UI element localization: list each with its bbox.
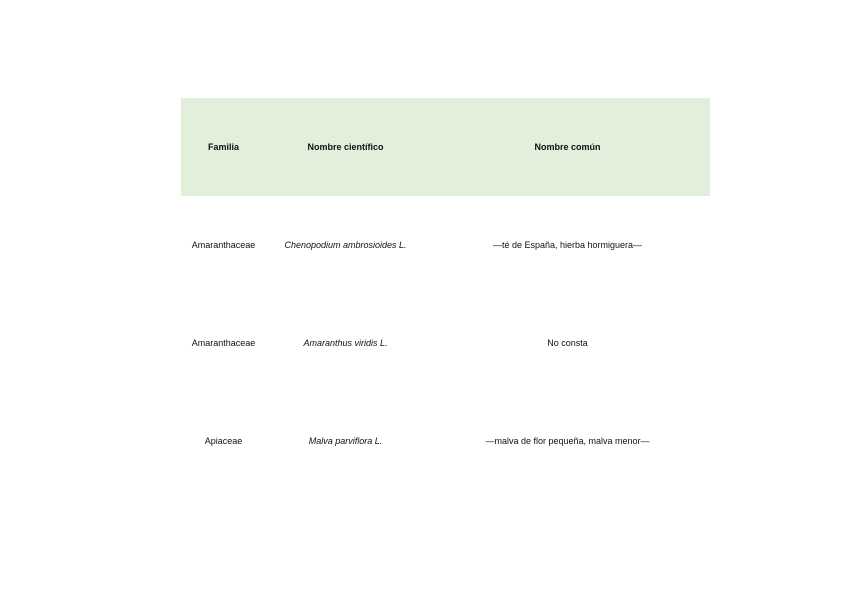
table-header-row xyxy=(181,98,710,196)
plant-species-table xyxy=(181,98,710,490)
cell-nombre-comun: No consta xyxy=(547,337,588,348)
cell-nombre-comun: —té de España, hierba hormiguera— xyxy=(492,239,643,250)
header-nombre-comun: Nombre común xyxy=(534,141,601,152)
cell-nombre-cientifico: Amaranthus viridis L. xyxy=(303,337,388,348)
cell-nombre-cientifico: Chenopodium ambrosioides L. xyxy=(284,239,407,250)
cell-nombre-cientifico: Malva parviflora L. xyxy=(308,435,383,446)
header-nombre-cientifico: Nombre científico xyxy=(307,141,384,152)
header-familia: Familia xyxy=(207,141,239,152)
cell-familia: Amaranthaceae xyxy=(191,337,256,348)
cell-nombre-comun: —malva de flor pequeña, malva menor— xyxy=(485,435,650,446)
cell-familia: Amaranthaceae xyxy=(191,239,256,250)
cell-familia: Apiaceae xyxy=(204,435,243,446)
table-row xyxy=(181,392,710,490)
table-row xyxy=(181,196,710,294)
table-row xyxy=(181,294,710,392)
